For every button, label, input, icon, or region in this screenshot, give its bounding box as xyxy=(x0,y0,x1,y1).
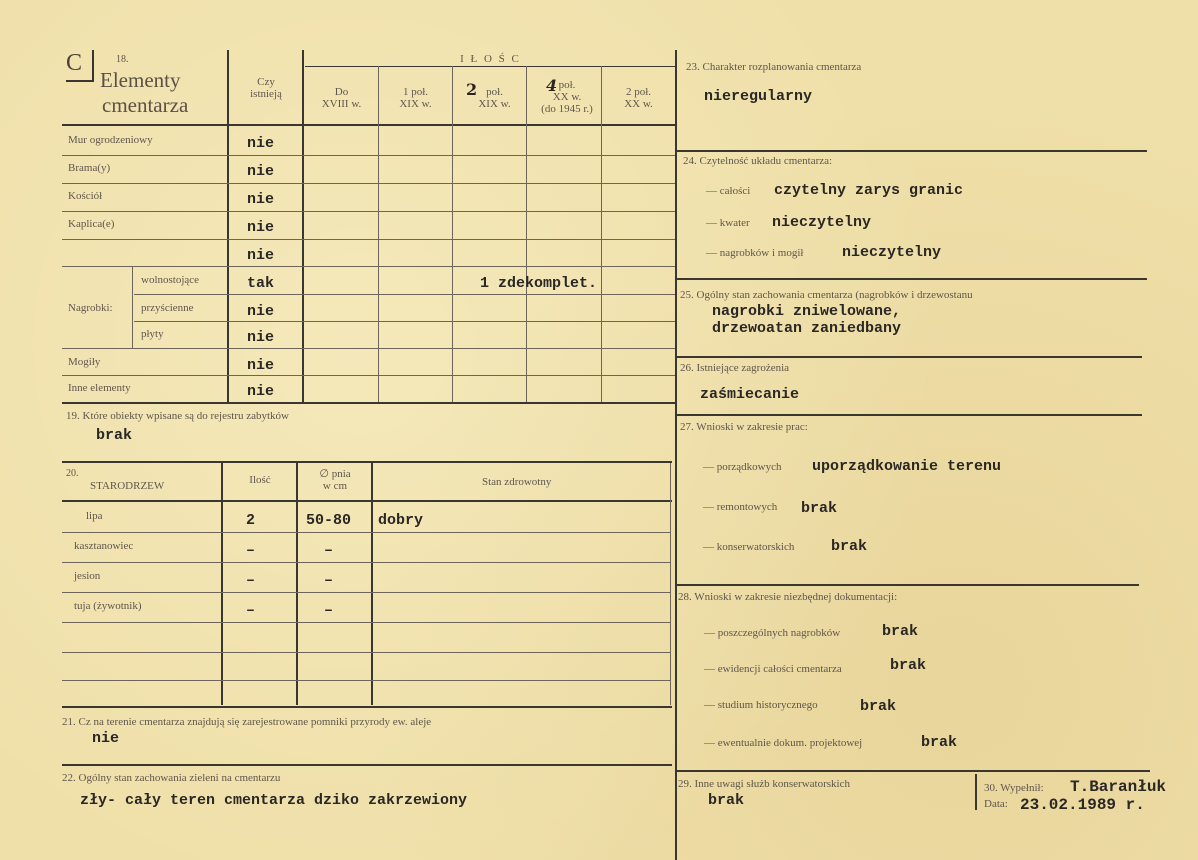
row-label: wolnostojące xyxy=(141,274,200,286)
section-23-label: 23. Charakter rozplanowania cmentarza xyxy=(686,61,862,73)
rule xyxy=(302,50,304,402)
rule xyxy=(62,402,676,404)
section-25-value-2: drzewoatan zaniedbany xyxy=(712,320,902,337)
section-29-label: 29. Inne uwagi służb konserwatorskich xyxy=(678,778,850,790)
tree-count: – xyxy=(246,602,256,619)
starodrzew-header: STARODRZEW xyxy=(90,480,165,492)
pnia-col-header: ∅ pnia w cm xyxy=(319,468,351,492)
s27-konserwatorskich-label: — konserwatorskich xyxy=(703,541,795,553)
stan-col-header: Stan zdrowotny xyxy=(482,476,552,488)
s24-kwater-value: nieczytelny xyxy=(772,214,872,231)
s24-kwater-label: — kwater xyxy=(706,217,750,229)
c-letter: C xyxy=(66,50,83,76)
tree-row-rule xyxy=(62,680,670,681)
row-exists-value: nie xyxy=(247,329,275,346)
tree-diameter: – xyxy=(324,602,334,619)
rule xyxy=(677,414,1142,416)
section-28-label: 28. Wnioski w zakresie niezbędnej dokumentacji: xyxy=(678,591,898,603)
wypelnil-name: T.Baranłuk xyxy=(1070,778,1167,796)
section-22-label: 22. Ogólny stan zachowania zieleni na cmentarzu xyxy=(62,772,281,784)
row-label: Brama(y) xyxy=(68,162,111,174)
section-22-value: zły- cały teren cmentarza dziko zakrzewiony xyxy=(80,792,468,809)
rule xyxy=(92,50,94,82)
col-header-2-xix: poł. XIX w. xyxy=(478,86,511,110)
row-rule xyxy=(62,375,675,376)
rule xyxy=(975,774,977,810)
section-25-label: 25. Ogólny stan zachowania cmentarza (nagrobków i drzewostanu xyxy=(680,289,973,301)
rule xyxy=(62,706,672,708)
s27-remontowych-label: — remontowych xyxy=(703,501,778,513)
s24-nagrobkow-value: nieczytelny xyxy=(842,244,942,261)
rule xyxy=(62,461,672,463)
rule xyxy=(677,584,1139,586)
section-18-number: 18. xyxy=(116,54,129,65)
rule xyxy=(62,500,672,502)
ilosc-col-header: Ilość xyxy=(249,474,271,486)
tree-row-rule xyxy=(62,622,670,623)
tree-count: – xyxy=(246,542,256,559)
rule xyxy=(296,463,298,705)
row-label: Mogiły xyxy=(68,356,101,368)
row-rule xyxy=(62,348,675,349)
row-rule xyxy=(62,155,675,156)
s24-calosci-label: — całości xyxy=(706,185,751,197)
rule xyxy=(677,150,1147,152)
rule xyxy=(62,124,676,126)
handwritten-4: 4 xyxy=(546,76,558,95)
s27-porzadkowych-value: uporządkowanie terenu xyxy=(812,458,1002,475)
row-rule xyxy=(62,239,675,240)
s28-item3-value: brak xyxy=(860,698,897,715)
section-19-label: 19. Które obiekty wpisane są do rejestru zabytków xyxy=(66,410,289,422)
s24-calosci-value: czytelny zarys granic xyxy=(774,182,964,199)
row-rule xyxy=(134,321,675,322)
section-21-label: 21. Cz na terenie cmentarza znajdują się zarejestrowane pomniki przyrody ew. aleje xyxy=(62,716,432,728)
rule xyxy=(452,66,453,402)
center-rule xyxy=(675,50,677,860)
rule xyxy=(66,80,92,82)
s28-item1-label: — poszczególnych nagrobków xyxy=(704,627,841,639)
nagrobki-divider xyxy=(132,267,133,349)
row-exists-value: nie xyxy=(247,219,275,236)
col-header-1-xix: 1 poł. XIX w. xyxy=(399,86,432,110)
row-exists-value: nie xyxy=(247,247,275,264)
row-rule xyxy=(62,183,675,184)
rule xyxy=(675,770,1150,772)
section-27-label: 27. Wnioski w zakresie prac: xyxy=(680,421,808,433)
section-24-label: 24. Czytelność układu cmentarza: xyxy=(683,155,833,167)
tree-diameter: – xyxy=(324,542,334,559)
s28-item4-label: — ewentualnie dokum. projektowej xyxy=(704,737,863,749)
section-23-value: nieregularny xyxy=(704,88,813,105)
rule xyxy=(378,66,379,402)
tree-name: tuja (żywotnik) xyxy=(74,600,142,612)
handwritten-2: 2 xyxy=(466,80,478,99)
row-exists-value: nie xyxy=(247,303,275,320)
row-label: płyty xyxy=(141,328,164,340)
tree-name: kasztanowiec xyxy=(74,540,134,552)
nagrobki-label: Nagrobki: xyxy=(68,302,113,314)
s27-porzadkowych-label: — porządkowych xyxy=(703,461,782,473)
row-label: przyścienne xyxy=(141,302,194,314)
section-26-value: zaśmiecanie xyxy=(700,386,800,403)
tree-diameter: 50-80 xyxy=(306,512,352,529)
data-label: Data: xyxy=(984,798,1008,810)
row-exists-value: nie xyxy=(247,357,275,374)
s28-item2-label: — ewidencji całości cmentarza xyxy=(704,663,842,675)
section-18-title-line2: cmentarza xyxy=(102,93,189,117)
tree-row-rule xyxy=(62,592,670,593)
row-exists-value: nie xyxy=(247,191,275,208)
row-exists-value: tak xyxy=(247,275,275,292)
zdekomplet-note: 1 zdekomplet. xyxy=(480,275,598,292)
rule xyxy=(221,463,223,705)
section-19-value: brak xyxy=(96,427,133,444)
section-25-value-1: nagrobki zniwelowane, xyxy=(712,303,902,320)
s28-item4-value: brak xyxy=(921,734,958,751)
section-29-value: brak xyxy=(708,792,745,809)
tree-health: dobry xyxy=(378,512,424,529)
tree-count: 2 xyxy=(246,512,256,529)
row-rule xyxy=(62,211,675,212)
row-label: Mur ogrodzeniowy xyxy=(68,134,153,146)
tree-diameter: – xyxy=(324,572,334,589)
s24-nagrobkow-label: — nagrobków i mogił xyxy=(706,247,804,259)
section-21-value: nie xyxy=(92,730,120,747)
tree-row-rule xyxy=(62,562,670,563)
rule xyxy=(227,50,229,402)
tree-count: – xyxy=(246,572,256,589)
row-exists-value: nie xyxy=(247,135,275,152)
section-26-label: 26. Istniejące zagrożenia xyxy=(680,362,790,374)
rule xyxy=(371,463,373,705)
s27-konserwatorskich-value: brak xyxy=(831,538,868,555)
row-rule xyxy=(62,266,675,267)
rule xyxy=(677,356,1142,358)
rule xyxy=(526,66,527,402)
row-exists-value: nie xyxy=(247,383,275,400)
row-label: Kaplica(e) xyxy=(68,218,115,230)
s28-item3-label: — studium historycznego xyxy=(704,699,818,711)
s28-item2-value: brak xyxy=(890,657,927,674)
tree-name: lipa xyxy=(86,510,103,522)
rule xyxy=(670,463,671,705)
s28-item1-value: brak xyxy=(882,623,919,640)
row-rule xyxy=(134,294,675,295)
section-18-title-line1: Elementy xyxy=(100,68,181,92)
tree-name: jesion xyxy=(74,570,101,582)
tree-row-rule xyxy=(62,652,670,653)
row-label: Kościół xyxy=(68,190,103,202)
czy-istnieja-header: Czy istnieją xyxy=(250,76,282,100)
rule xyxy=(601,66,602,402)
rule xyxy=(62,764,672,766)
ilosc-header: I Ł O Ś C xyxy=(460,53,521,65)
row-exists-value: nie xyxy=(247,163,275,180)
s27-remontowych-value: brak xyxy=(801,500,838,517)
section-30-label: 30. Wypełnił: xyxy=(984,782,1044,794)
rule xyxy=(305,66,676,67)
col-header-2-xx: 2 poł. XX w. xyxy=(624,86,653,110)
rule xyxy=(677,278,1147,280)
section-20-number: 20. xyxy=(66,468,79,479)
row-label: Inne elementy xyxy=(68,382,131,394)
col-header-xviii: Do XVIII w. xyxy=(321,86,362,110)
col-header-1-xx: poł. XX w. (do 1945 r.) xyxy=(541,79,593,115)
tree-row-rule xyxy=(62,532,670,533)
date-value: 23.02.1989 r. xyxy=(1020,796,1145,814)
